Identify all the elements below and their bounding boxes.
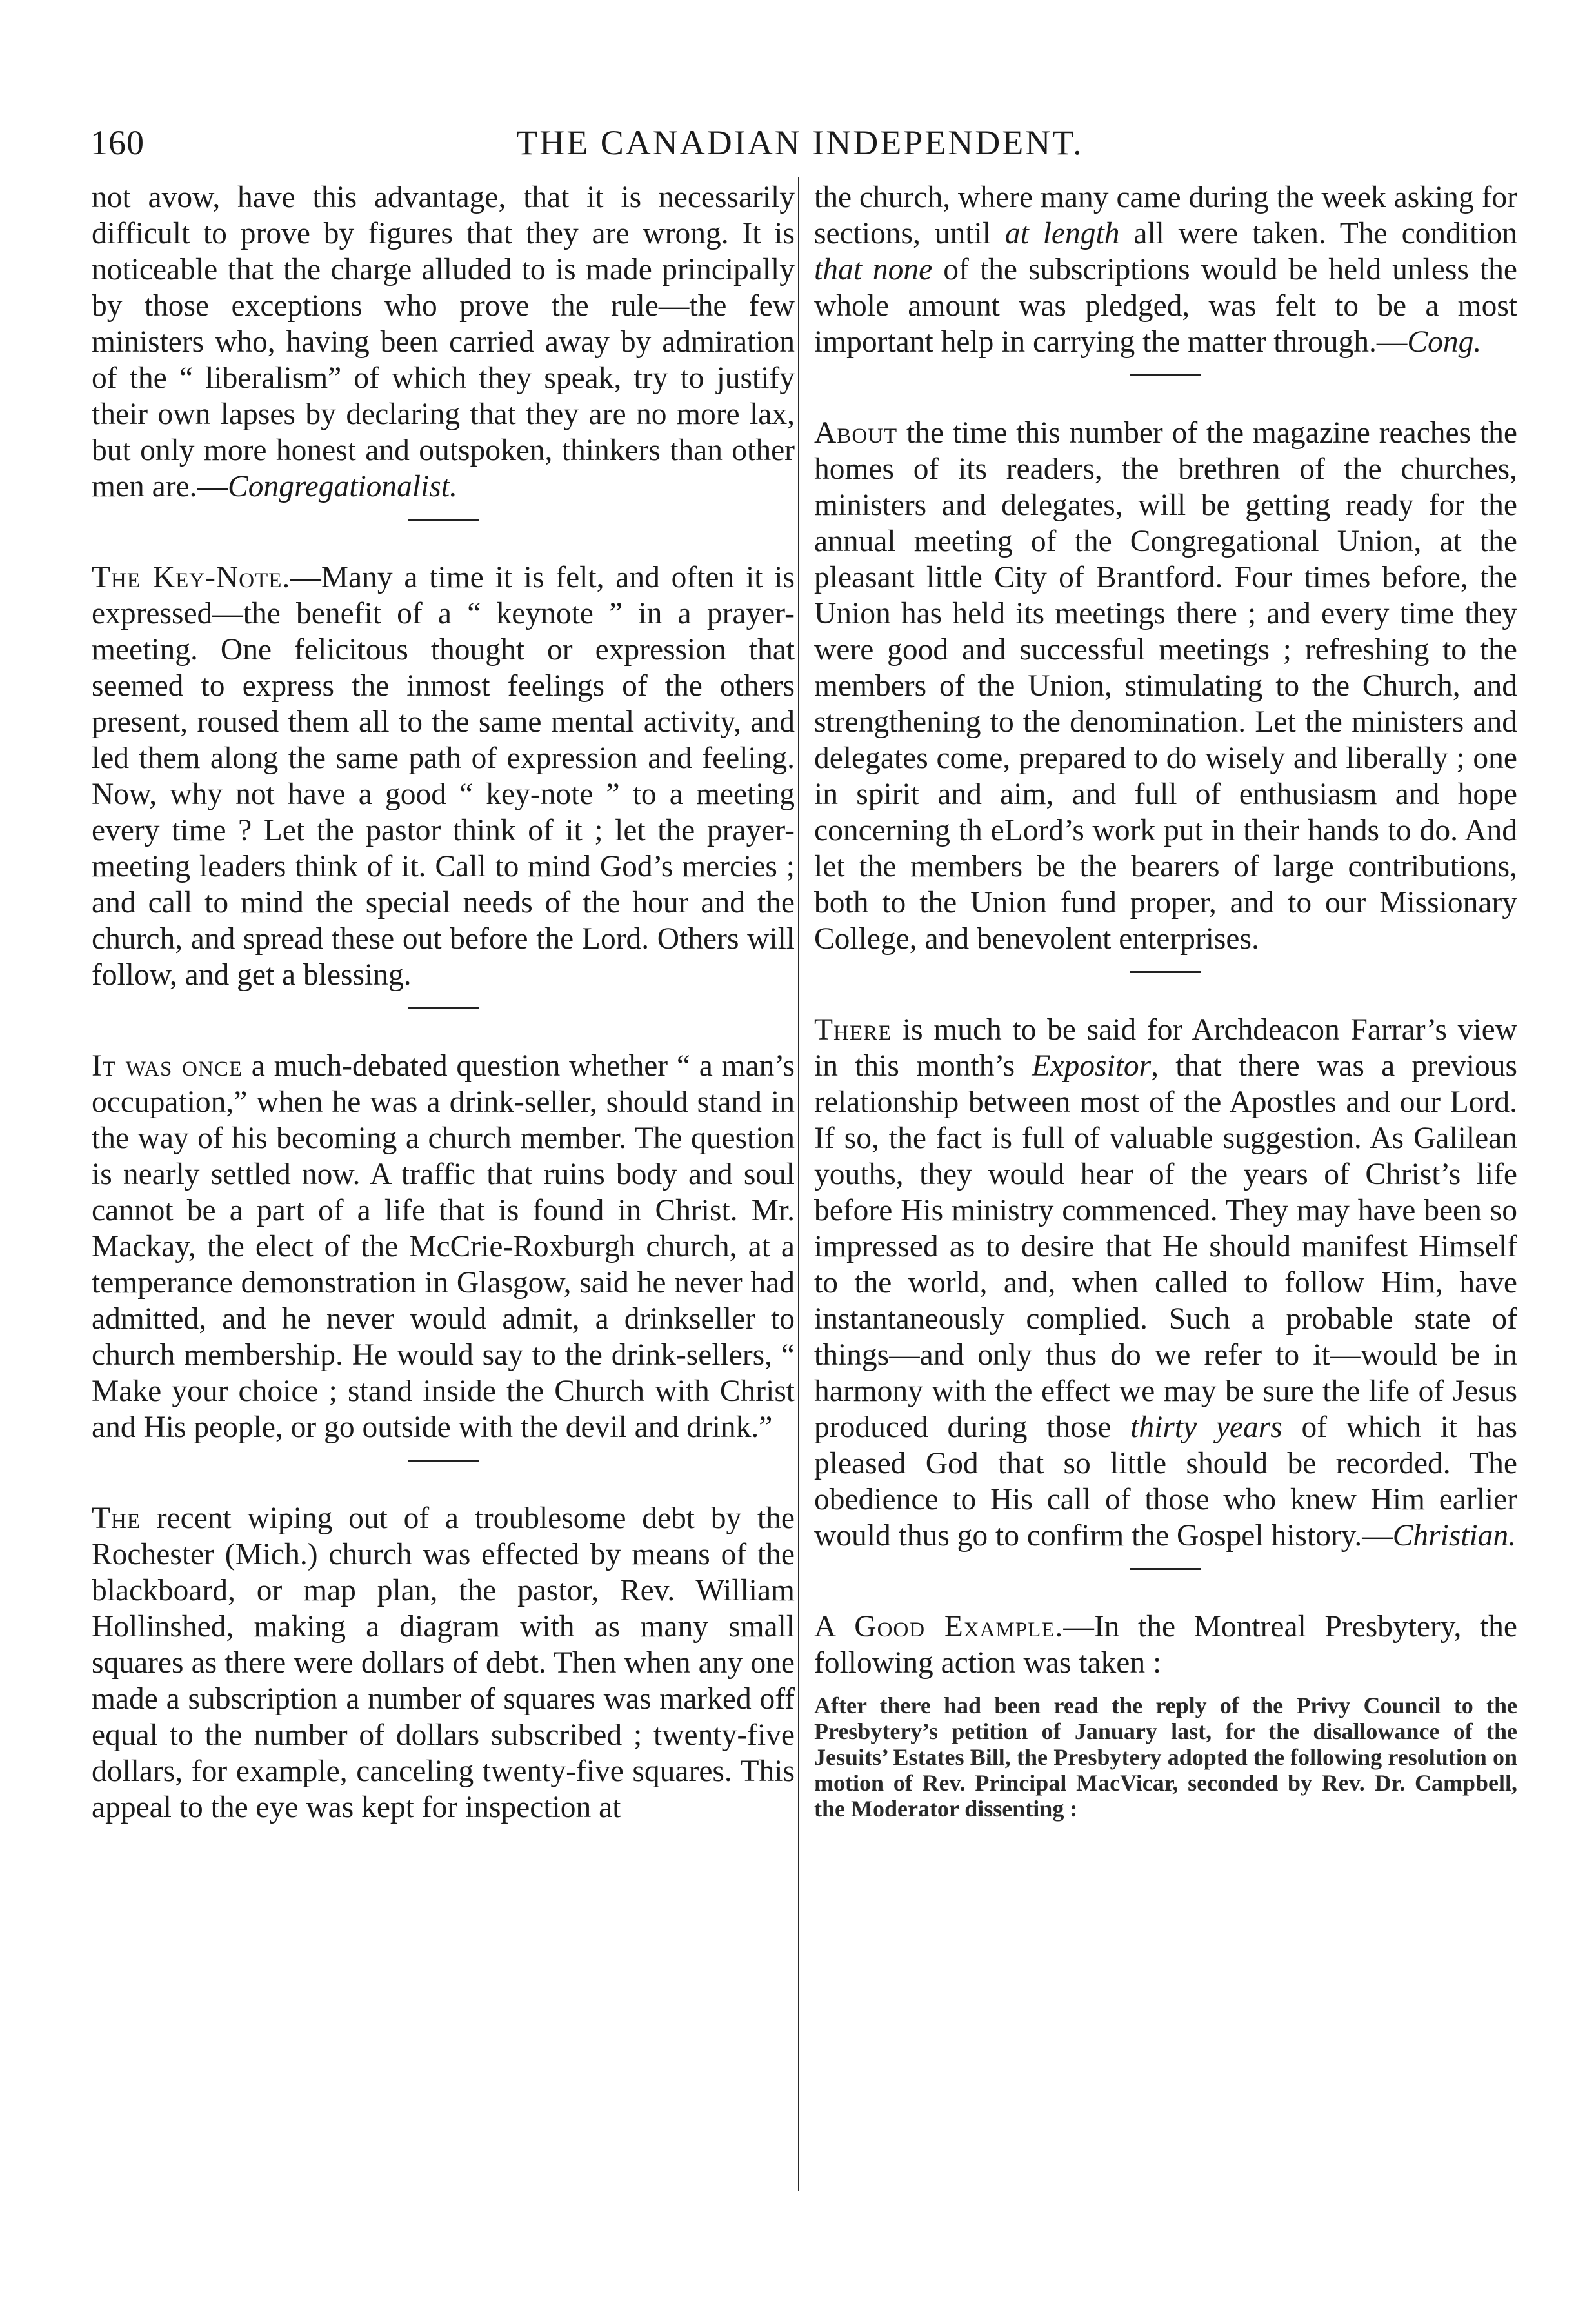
article-text: , that there was a previous relationship between most of the Apostles and our Lord. If so, the fact is full of valuable suggestion. As Galilean youths, they would hear of the years of Christ’s life before His ministry commenced. They may have been so impressed as to desire that He should manifest Himself to the world, and, when called to follow Him, have instantaneously complied. Such a probable state of things—and only thus do we refer to it—would be in harmony with the effect we may be sure the life of Jesus produced during those — [814, 1049, 1517, 1444]
section-separator — [408, 519, 479, 521]
article-lead: The Key-Note. — [92, 561, 291, 594]
article-text: not avow, have this advantage, that it is necessarily difficult to prove by figures that they are wrong. It is noticeable that the charge alluded to is made principally by those exceptions who prove the rule—the few ministers who, having been carried away by admiration of the “ liberalism” of which they speak, try to justify their own lapses by declaring that they are no more lax, but only more honest and outspoken, thinkers than other men are.— — [92, 181, 795, 503]
article-lead: A Good Example. — [814, 1610, 1064, 1644]
section-separator — [1130, 971, 1201, 973]
emphasis-text: at length — [1004, 217, 1120, 250]
section-separator — [1130, 374, 1201, 376]
running-title: THE CANADIAN INDEPENDENT. — [516, 123, 1084, 162]
article-farrar — [814, 1012, 1517, 1554]
article-source: Congregationalist. — [228, 470, 457, 503]
quoted-resolution: After there had been read the reply of the Privy Council to the Presbytery’s petition of January last, for the disallowance of the Jesuits’ Estates Bill, the Presbytery adopted the following resolution on motion of Rev. Principal MacVicar, seconded by Rev. Dr. Campbell, the Moderator dissenting : — [814, 1693, 1517, 1822]
article-text: the church, where many came during the week asking for sections, until — [814, 181, 1517, 250]
right-column — [814, 179, 1517, 1822]
article-rochester-debt — [92, 1500, 795, 1825]
article-good-example — [814, 1609, 1517, 1681]
article-drink-seller — [92, 1048, 795, 1445]
section-separator — [408, 1007, 479, 1009]
article-union-meeting — [814, 415, 1517, 957]
emphasis-text: that none — [814, 253, 933, 287]
article-lead: It was once — [92, 1049, 243, 1083]
article-text: of which it has pleased God that so little should be recorded. The obedience to His call of those who knew Him earlier would thus go to confirm the Gospel history.— — [814, 1411, 1518, 1553]
article-text: a much-debated question whether “ a man’s occupation,” when he was a drink-seller, should stand in the way of his becoming a church member. The question is nearly settled now. A traffic that ruins body and soul cannot be a part of a life that is found in Christ. Mr. Mackay, the elect of the McCrie-Roxburgh church, at a temperance demonstration in Glasgow, said he never had admitted, and he never would admit, a drinkseller to church membership. He would say to the drink-sellers, “ Make your choice ; stand inside the Church with Christ and His people, or go outside with the devil and drink.” — [92, 1049, 795, 1444]
article-text: —In the Montreal Presbytery, the following action was taken : — [814, 1610, 1518, 1680]
section-separator — [1130, 1568, 1201, 1570]
article-rochester-continuation — [814, 179, 1517, 360]
article-lead: About — [814, 416, 898, 450]
article-lead: There — [814, 1013, 892, 1047]
emphasis-text: thirty years — [1130, 1411, 1282, 1444]
left-column — [92, 179, 795, 1825]
emphasis-text: Expositor — [1032, 1049, 1152, 1083]
column-divider — [798, 177, 799, 2191]
page-header — [90, 123, 1510, 174]
article-text: —Many a time it is felt, and often it is expressed—the benefit of a “ keynote ” in a prayer-meeting. One felicitous thought or expression that seemed to express the inmost feelings of the others present, roused them all to the same mental activity, and led them along the same path of expression and feeling. Now, why not have a good “ key-note ” to a meeting every time ? Let the pastor think of it ; let the prayer-meeting leaders think of it. Call to mind God’s mercies ; and call to mind the special needs of the hour and the church, and spread these out before the Lord. Others will follow, and get a blessing. — [92, 561, 795, 992]
page-number: 160 — [90, 123, 145, 162]
article-text: of the subscriptions would be held unless the whole amount was pledged, was felt to be a most important help in carrying the matter through.— — [814, 253, 1517, 359]
article-text: recent wiping out of a troublesome debt by the Rochester (Mich.) church was effected by means of the blackboard, or map plan, the pastor, Rev. William Hollinshed, making a diagram with as many small squares as there were dollars of debt. Then when any one made a subscription a number of squares was marked off equal to the number of dollars subscribed ; twenty-five dollars, for example, canceling twenty-five squares. This appeal to the eye was kept for inspection at — [92, 1502, 795, 1824]
article-key-note — [92, 559, 795, 993]
article-text: the time this number of the magazine reaches the homes of its readers, the brethren of the churches, ministers and delegates, will be getting ready for the annual meeting of the Congregational Union, at the pleasant little City of Brantford. Four times before, the Union has held its meetings there ; and every time they were good and successful meetings ; refreshing to the members of the Union, stimulating to the Church, and strengthening to the denomination. Let the ministers and delegates come, prepared to do wisely and liberally ; one in spirit and aim, and full of enthusiasm and hope concerning th eLord’s work put in their hands to do. And let the members be the bearers of large contributions, both to the Union fund proper, and to our Missionary College, and benevolent enterprises. — [814, 416, 1517, 956]
article-source: Cong. — [1407, 325, 1482, 359]
article-continuation — [92, 179, 795, 505]
article-lead: The — [92, 1502, 141, 1535]
article-text: all were taken. The condition — [1119, 217, 1517, 250]
article-text: is much to be said for Archdeacon Farrar’s view in this month’s — [814, 1013, 1517, 1083]
article-source: Christian. — [1392, 1519, 1517, 1553]
section-separator — [408, 1460, 479, 1462]
